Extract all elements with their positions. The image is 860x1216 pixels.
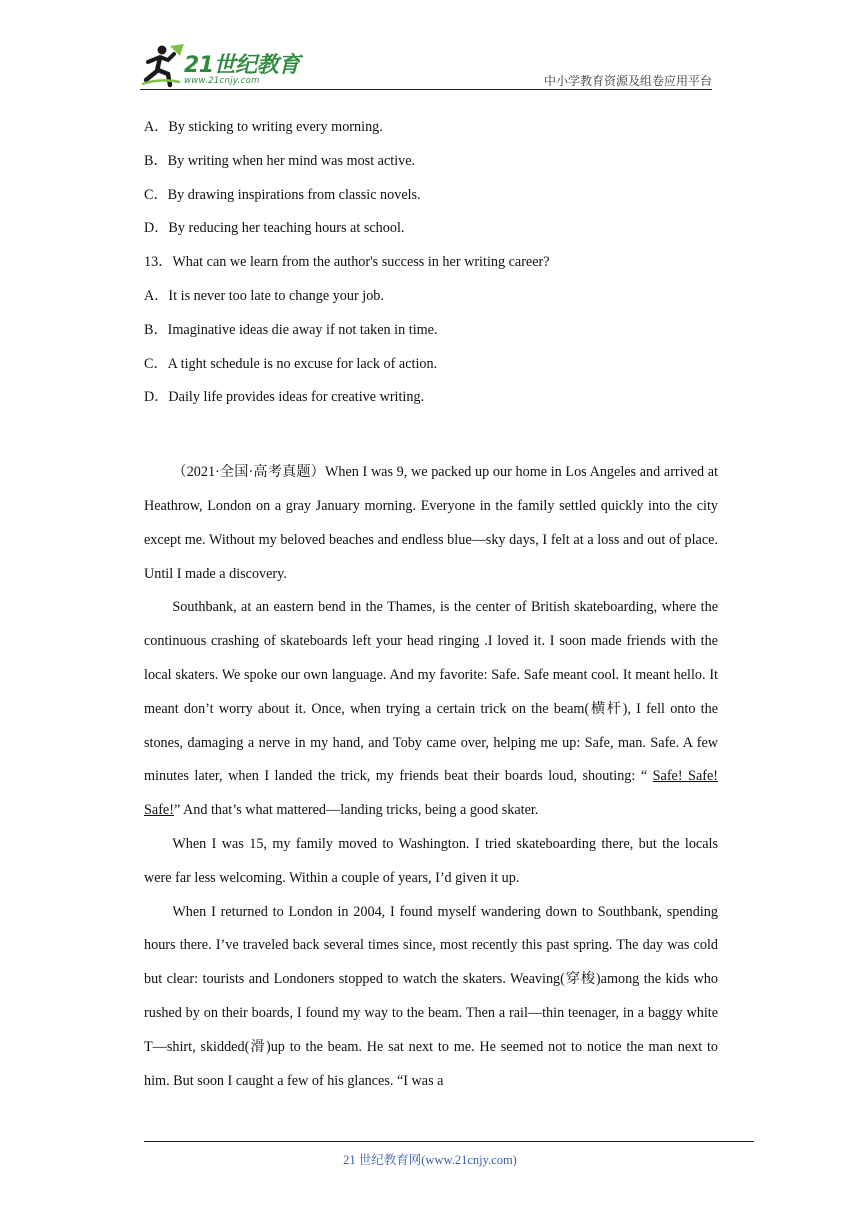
logo-url: www.21cnjy.com [184,76,260,86]
q13-option-b: B．Imaginative ideas die away if not taken in time. [144,321,438,338]
question-13 [144,251,718,420]
q12-option-c: C．By drawing inspirations from classic novels. [144,186,421,203]
logo-text: 21世纪教育 [184,53,300,78]
passage-paragraph-1: （2021·全国·高考真题）When I was 9, we packed up our home in Los Angeles and arrived at Heathrow, London on a gray January morning. Everyone in the family settled quickly into the city except me. Without my beloved beaches and endless blue—sky days, I felt at a loss and out of place. Until I made a discovery. [144,464,718,582]
page-header [140,40,712,92]
passage-paragraph-4: When I returned to London in 2004, I found myself wandering down to Southbank, spending hours there. I’ve traveled back several times since, most recently this past spring. The day was cold but clear: tourists and Londoners stopped to watch the skaters. Weaving(穿梭)among the kids who rushed by on their boards, I found my way to the beam. Then a rail—thin teenager, in a baggy white T—shirt, skidded(滑)up to the beam. He sat next to me. He seemed not to notice the man next to him. But soon I caught a few of his glances. “I was a [144,903,718,1089]
footer-divider [144,1141,754,1142]
q12-option-d: D．By reducing her teaching hours at school. [144,220,405,237]
q13-stem: 13．What can we learn from the author's success in her writing career? [144,254,550,271]
q12-option-a: A．By sticking to writing every morning. [144,119,383,135]
reading-passage [144,456,718,1098]
header-divider [140,89,712,90]
passage-paragraph-3: When I was 15, my family moved to Washington. I tried skateboarding there, but the locals were far less welcoming. Within a couple of years, I’d given it up. [144,835,718,886]
p2-text-after: ” And that’s what mattered—landing tricks, being a good skater. [173,802,539,819]
page-content [144,116,718,1098]
footer-link[interactable]: 21 世纪教育网(www.21cnjy.com) [343,1153,517,1167]
q12-options [144,116,718,251]
passage-paragraph-2 [144,591,718,828]
p2-text-before: Southbank, at an eastern bend in the Thames, is the center of British skateboarding, where the continuous crashing of skateboards left your head ringing .I loved it. I soon made friends with the local skaters. We spoke our own language. And my favorite: Safe. Safe meant cool. It meant hello. It meant don’t worry about it. Once, when trying a certain trick on the beam(横杆), I fell onto the stones, damaging a nerve in my hand, and Toby came over, helping me up: Safe, man. Safe. A few minutes later, when I landed the trick, my friends beat their boards loud, shouting: “ [144,599,718,785]
q13-option-a: A．It is never too late to change your job. [144,287,384,304]
runner-logo-icon [140,42,186,88]
q12-option-b: B．By writing when her mind was most active. [144,152,416,169]
site-logo[interactable] [140,42,310,90]
q13-option-c: C．A tight schedule is no excuse for lack of action. [144,355,438,372]
platform-tagline: 中小学教育资源及组卷应用平台 [543,74,712,88]
underlined-phrase: Safe! Safe! Safe! [144,768,718,819]
q13-option-d: D．Daily life provides ideas for creative writing. [144,389,425,406]
